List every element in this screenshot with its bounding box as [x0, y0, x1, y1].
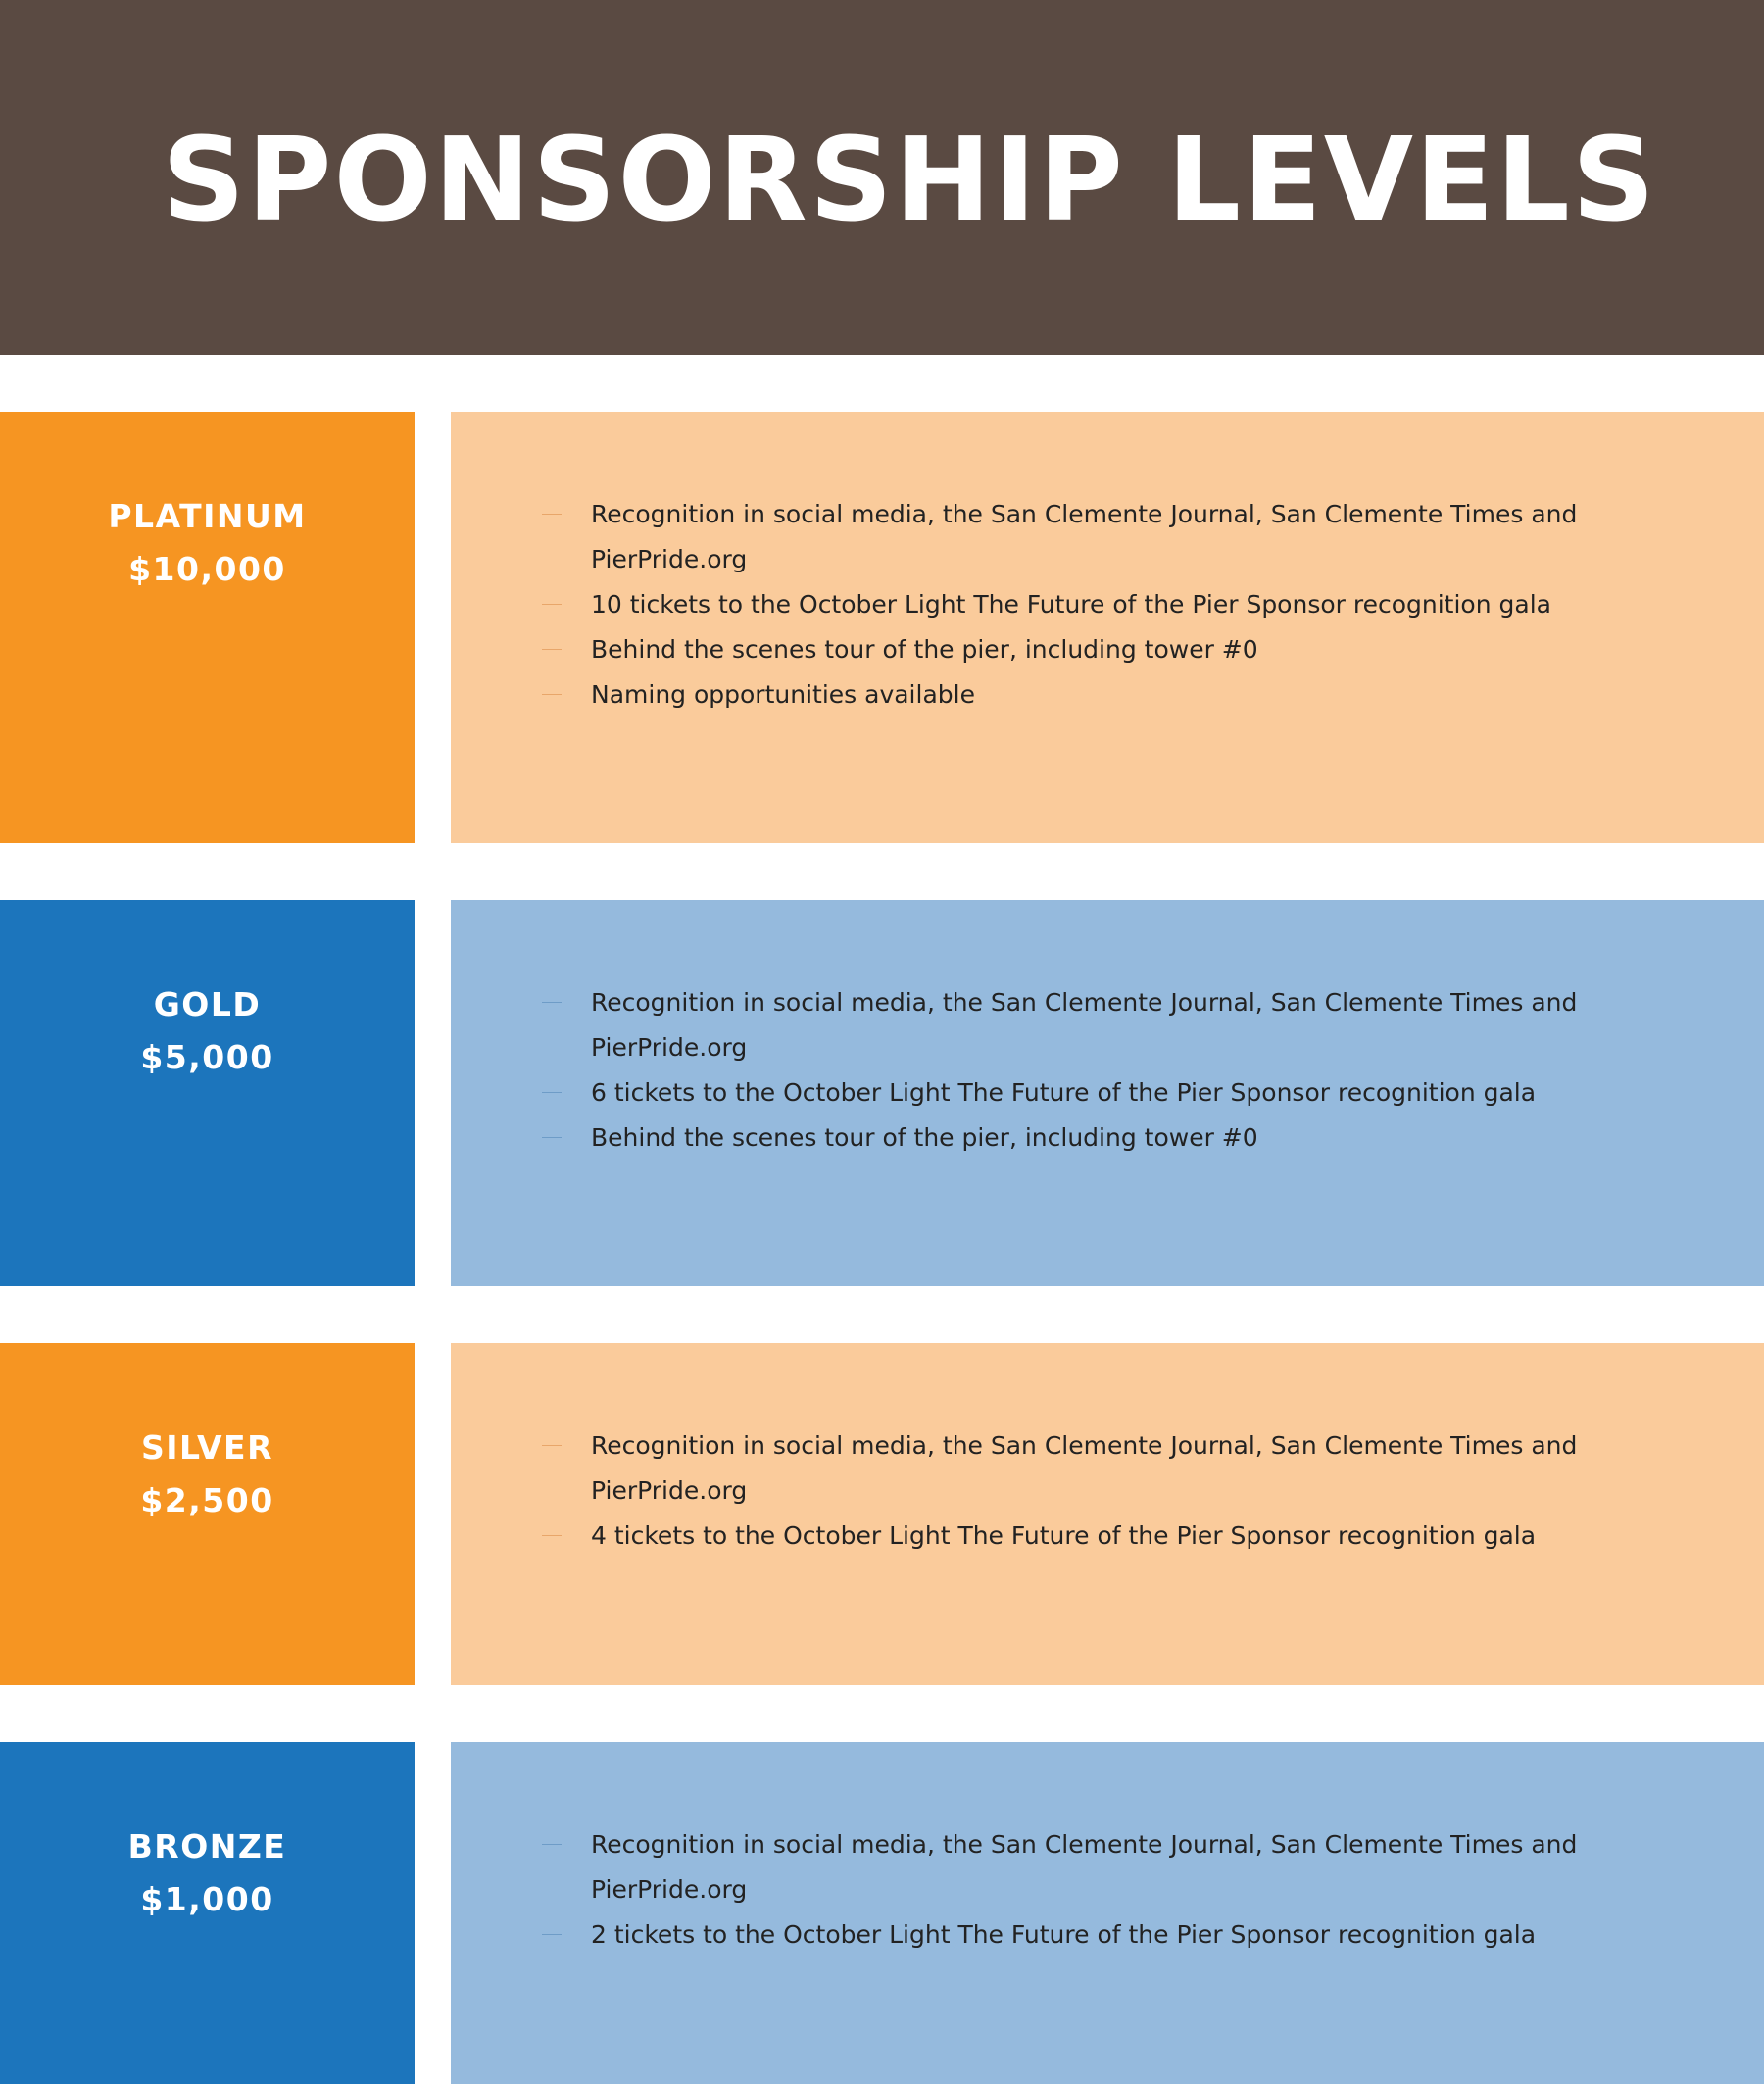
benefit-item: Recognition in social media, the San Clemente Journal, San Clemente Times and PierPride.org	[451, 1423, 1764, 1513]
dash-bullet-icon	[542, 1002, 562, 1003]
dash-bullet-icon	[542, 1934, 562, 1935]
dash-bullet-icon	[542, 1445, 562, 1446]
header-banner	[0, 0, 1764, 355]
benefit-item: 2 tickets to the October Light The Future of the Pier Sponsor recognition gala	[451, 1912, 1764, 1958]
dash-bullet-icon	[542, 604, 562, 605]
tier-price: $2,500	[140, 1481, 274, 1519]
dash-bullet-icon	[542, 1844, 562, 1845]
benefits-list	[451, 1423, 1764, 1559]
tier-price: $10,000	[128, 550, 286, 588]
tier-price: $1,000	[140, 1880, 274, 1918]
page-title: SPONSORSHIP LEVELS	[162, 112, 1657, 247]
benefit-item: Recognition in social media, the San Clemente Journal, San Clemente Times and PierPride.org	[451, 492, 1764, 582]
benefits-list	[451, 492, 1764, 718]
tier-label-gold	[0, 900, 415, 1286]
tier-name: PLATINUM	[108, 497, 307, 535]
dash-bullet-icon	[542, 1535, 562, 1536]
dash-bullet-icon	[542, 514, 562, 515]
tier-benefits-gold	[451, 900, 1764, 1286]
benefits-list	[451, 1822, 1764, 1958]
benefit-item: 10 tickets to the October Light The Future of the Pier Sponsor recognition gala	[451, 582, 1764, 627]
benefits-list	[451, 980, 1764, 1161]
benefit-item: 4 tickets to the October Light The Future of the Pier Sponsor recognition gala	[451, 1513, 1764, 1559]
tier-benefits-platinum	[451, 412, 1764, 843]
tier-name: SILVER	[140, 1428, 274, 1466]
tier-label-silver	[0, 1343, 415, 1685]
dash-bullet-icon	[542, 649, 562, 650]
benefit-item: Recognition in social media, the San Clemente Journal, San Clemente Times and PierPride.org	[451, 980, 1764, 1070]
benefit-item: Recognition in social media, the San Clemente Journal, San Clemente Times and PierPride.org	[451, 1822, 1764, 1912]
benefit-item: Behind the scenes tour of the pier, including tower #0	[451, 1116, 1764, 1161]
tier-label-bronze	[0, 1742, 415, 2084]
tier-name: GOLD	[153, 985, 262, 1023]
tier-benefits-bronze	[451, 1742, 1764, 2084]
tier-benefits-silver	[451, 1343, 1764, 1685]
benefit-item: Behind the scenes tour of the pier, including tower #0	[451, 627, 1764, 672]
tier-label-platinum	[0, 412, 415, 843]
dash-bullet-icon	[542, 1092, 562, 1093]
tier-name: BRONZE	[127, 1827, 287, 1865]
benefit-item: 6 tickets to the October Light The Future of the Pier Sponsor recognition gala	[451, 1070, 1764, 1116]
dash-bullet-icon	[542, 694, 562, 695]
benefit-item: Naming opportunities available	[451, 672, 1764, 718]
tier-price: $5,000	[140, 1038, 274, 1076]
dash-bullet-icon	[542, 1137, 562, 1138]
